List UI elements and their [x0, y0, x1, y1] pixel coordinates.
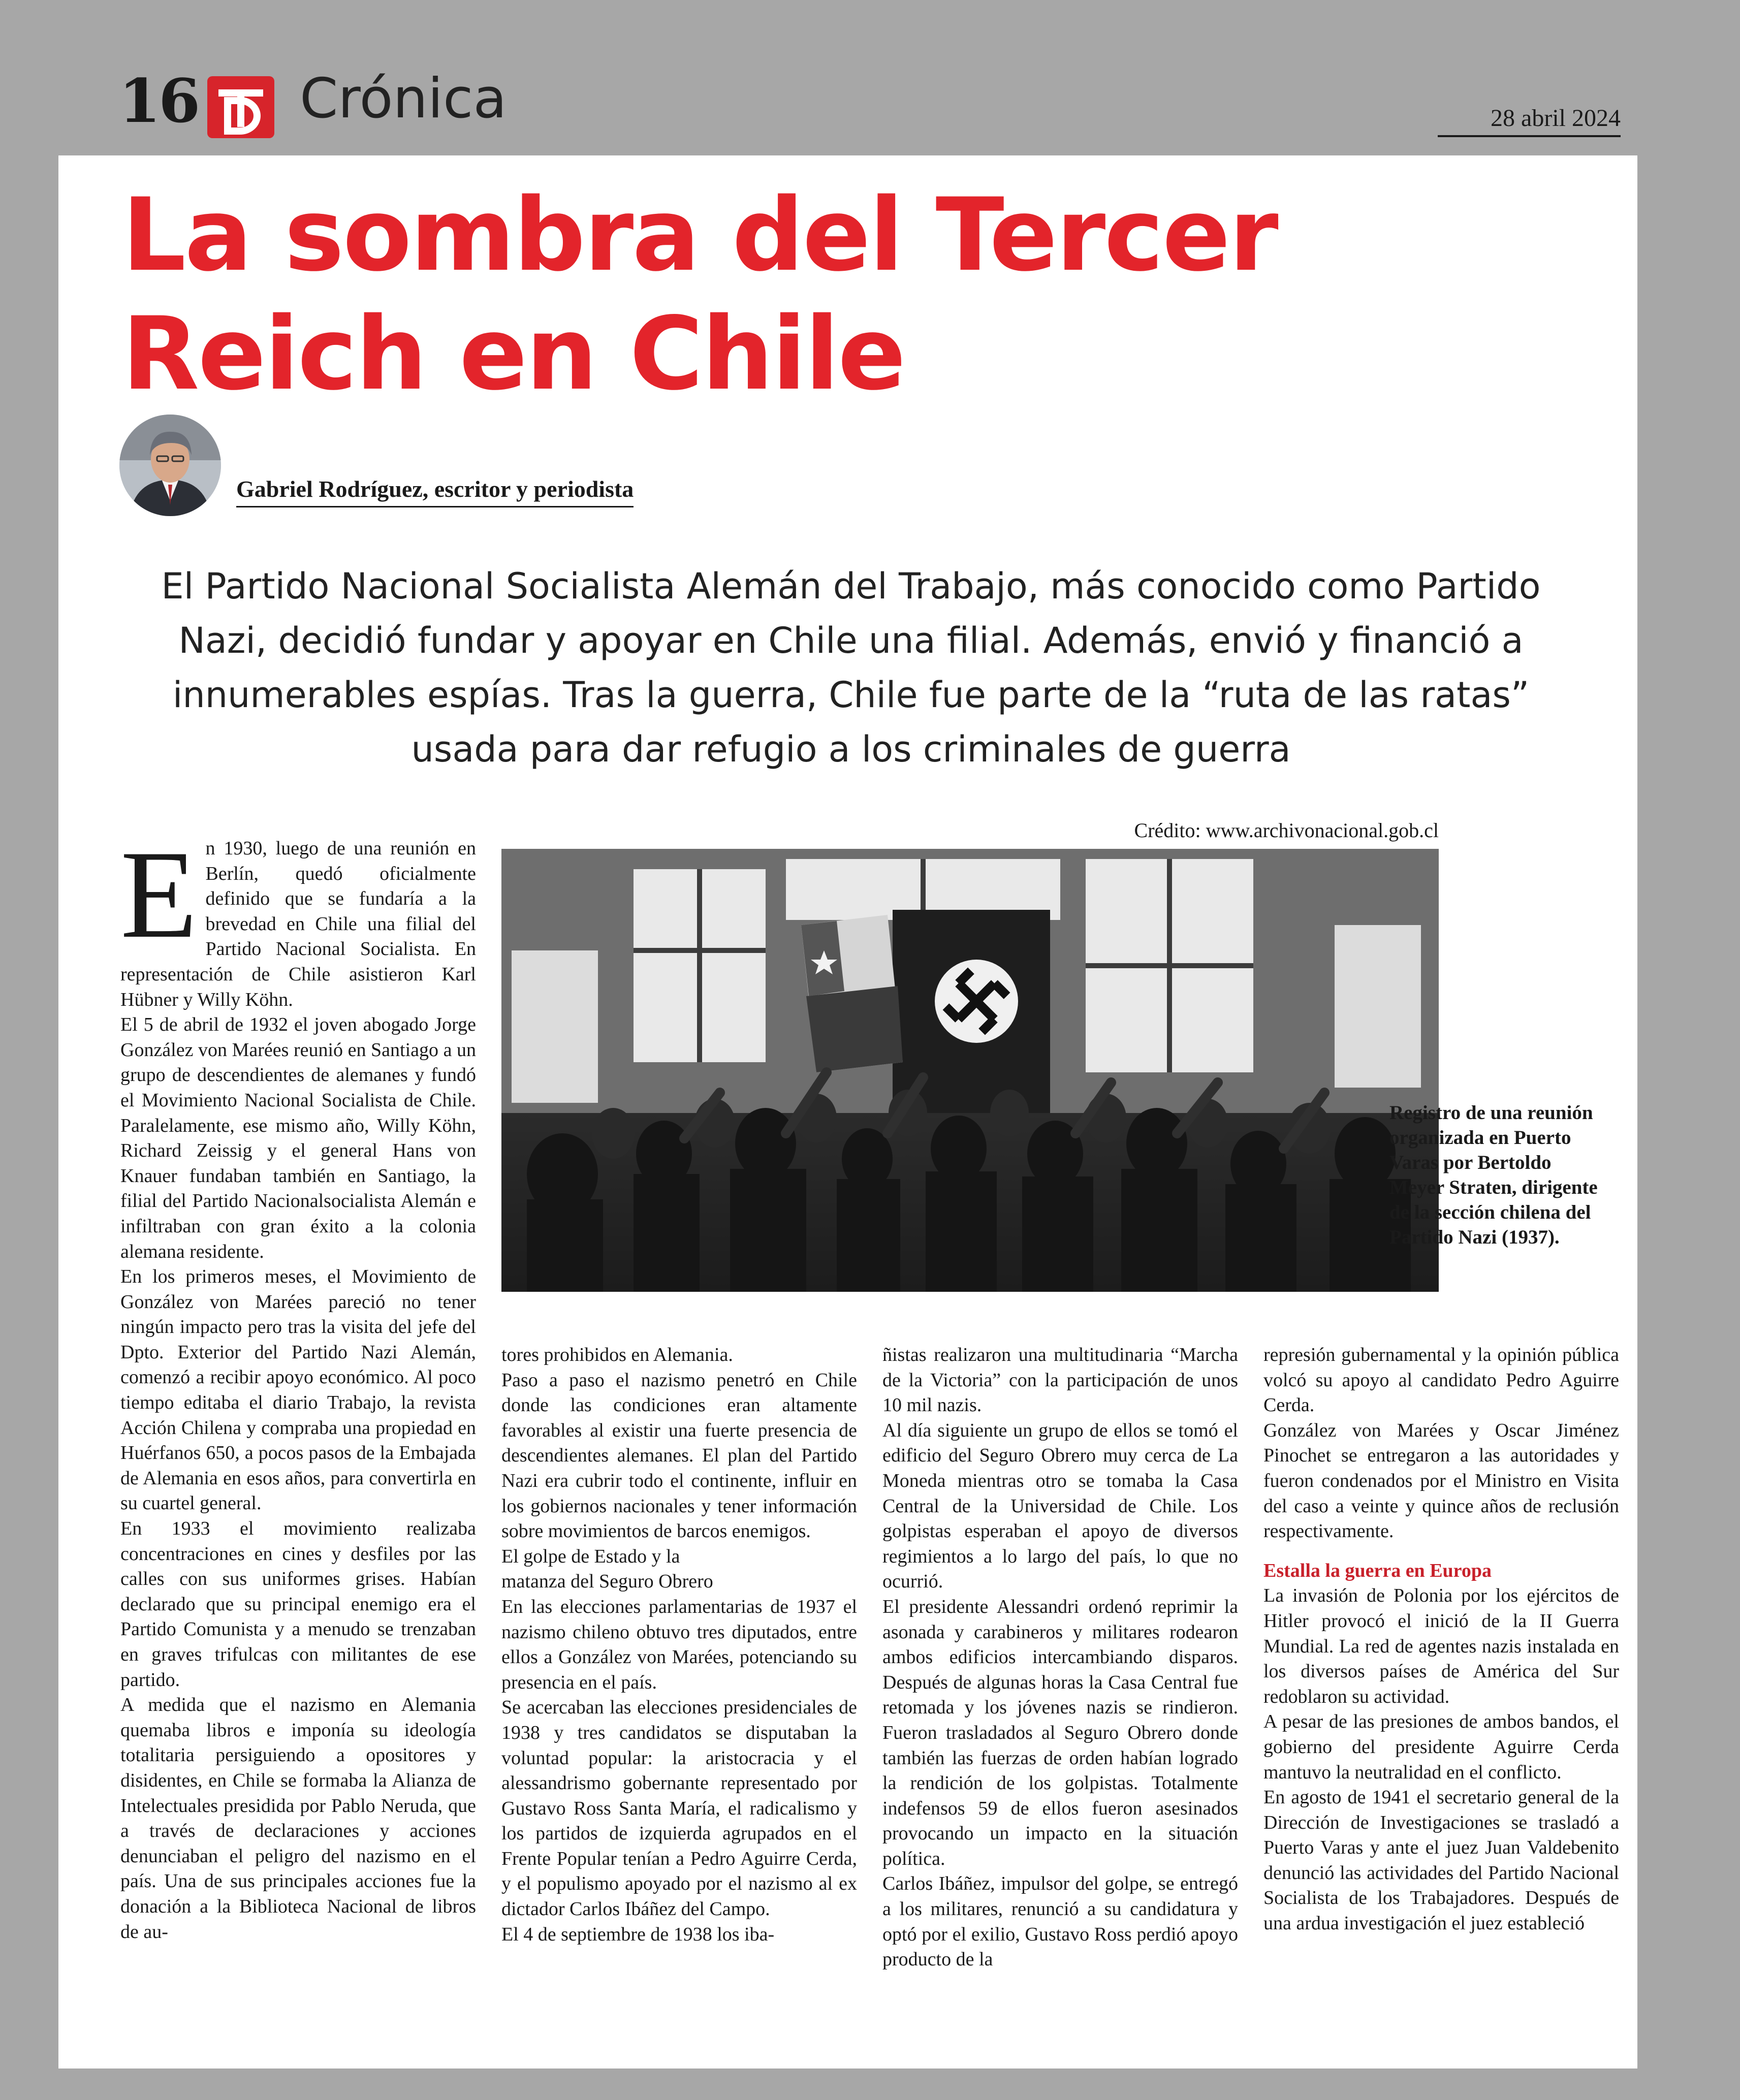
author-name: Gabriel Rodríguez — [236, 476, 423, 502]
paragraph: Al día siguiente un grupo de ellos se tomó el edificio del Seguro Obrero muy cerca de La Moneda mientras otro se tomaba la Casa Central de la Universidad de Chile. Los golpistas esperaban el apoyo de diversos regimientos a lo largo del país, lo que no ocurrió. — [882, 1419, 1238, 1593]
photo-caption: Registro de una reunión organizada en Puerto Varas por Bertoldo Meyer Straten, dirigente de la sección chilena del Partido Nazi (1937). — [1389, 1102, 1598, 1248]
paragraph: ñistas realizaron una multitudinaria “Marcha de la Victoria” con la participación de unos 10 mil nazis. — [882, 1344, 1238, 1416]
photo-credit: Crédito: www.archivonacional.gob.cl — [1134, 819, 1439, 842]
paragraph-text: n 1930, luego de una reunión en Berlín, quedó oficialmente definido que se fundaría a la brevedad en Chile una filial del Partido Nacional Socialista. En representación de Chile asistieron Karl Hübner y Willy Köhn. — [120, 838, 476, 1010]
page-number: 16 — [119, 66, 199, 136]
headline — [122, 176, 1595, 413]
paragraph: La invasión de Polonia por los ejércitos de Hitler provocó el inició de la II Guerra Mundial. La red de agentes nazis instalada en los diversos países de América del Sur redoblaron su actividad. — [1263, 1585, 1619, 1707]
paragraph: En las elecciones parlamentarias de 1937 el nazismo chileno obtuvo tres diputados, entre ellos a González von Marées, potenciando su presencia en el país. — [501, 1596, 857, 1693]
logo-mark-icon — [207, 76, 274, 138]
article-column-3 — [882, 1343, 1238, 1972]
paragraph: tores prohibidos en Alemania. — [501, 1344, 733, 1365]
paragraph: matanza del Seguro Obrero — [501, 1571, 713, 1593]
paragraph: Paso a paso el nazismo penetró en Chile donde las condiciones eran altamente favorables al existir una fuerte presencia de descendientes alemanes. El plan del Partido Nazi era cubrir todo el continente, influir en los gobiernos nacionales y tener información sobre movimientos de barcos enemigos. — [501, 1369, 857, 1542]
byline — [236, 475, 634, 502]
paragraph: A medida que el nazismo en Alemania quemaba libros e imponía su ideología totalitaria persiguiendo a opositores y disidentes, en Chile se formaba la Alianza de Intelectuales presidida por Pablo Neruda, que a través de declaraciones y acciones denunciaban el peligro del nazismo en el país. Una de sus principales acciones fue la donación a la Biblioteca Nacional de libros de au- — [120, 1694, 476, 1943]
section-subhead: Estalla la guerra en Europa — [1263, 1560, 1492, 1581]
paragraph — [120, 824, 476, 1012]
paragraph: En agosto de 1941 el secretario general de la Dirección de Investigaciones se trasladó a Puerto Varas y ante el juez Juan Valdebenito denunció las actividades del Partido Nacional Socialista de los Trabajadores. Después de una ardua investigación el juez estableció — [1263, 1787, 1619, 1934]
paragraph: El presidente Alessandri ordenó reprimir la asonada y carabineros y militares rodearon ambos edificios intercambiando disparos. Después de algunas horas la Casa Central fue retomada y los jóvenes nazis se rindieron. Fueron trasladados al Seguro Obrero donde también las fuerzas de orden habían logrado la rendición de los golpistas. Totalmente indefensos 59 de ellos fueron asesinados provocando un impacto en la situación política. — [882, 1596, 1238, 1869]
paragraph: Carlos Ibáñez, impulsor del golpe, se entregó a los militares, renunció a su candidatura y optó por el exilio, Gustavo Ross perdió apoyo producto de la — [882, 1873, 1238, 1970]
article-column-4 — [1263, 1343, 1619, 1936]
article-deck: El Partido Nacional Socialista Alemán del Trabajo, más conocido como Partido Nazi, decidió fundar y apoyar en Chile una filial. Además, envió y financió a innumerables espías. Tras la guerra, Chile fue parte de la “ruta de las ratas” usada para dar refugio a los criminales de guerra — [161, 565, 1541, 770]
nazi-meeting-photo-icon — [501, 849, 1439, 1292]
author-portrait-icon — [119, 415, 221, 516]
author-role: , escritor y periodista — [422, 476, 634, 502]
paragraph: González von Marées y Oscar Jiménez Pinochet se entregaron a las autoridades y fueron condenados por el Ministro en Visita del caso a veinte y quince años de reclusión respectivamente. — [1263, 1419, 1619, 1542]
article-column-2 — [501, 1343, 857, 1947]
paragraph: Se acercaban las elecciones presidenciales de 1938 y tres candidatos se disputaban la voluntad popular: la aristocracia y el alessandrismo gobernante representado por Gustavo Ross Santa María, el radicalismo y los partidos de izquierda agrupados en el Frente Popular tenían a Pedro Aguirre Cerda, y el populismo apoyado por el nazismo al ex dictador Carlos Ibáñez del Campo. — [501, 1697, 857, 1920]
paragraph: El golpe de Estado y la — [501, 1545, 680, 1567]
paragraph: A pesar de las presiones de ambos bandos, el gobierno del presidente Aguirre Cerda mantuvo la neutralidad en el conflicto. — [1263, 1711, 1619, 1783]
headline-line-1: La sombra del Tercer — [122, 176, 1277, 294]
author-avatar — [119, 415, 221, 516]
paragraph: En 1933 el movimiento realizaba concentraciones en cines y desfiles por las calles con sus uniformes grises. Habían declarado que su principal enemigo era el Partido Comunista y a menudo se trenzaban en graves trifulcas con militantes de ese partido. — [120, 1518, 476, 1691]
article-sheet — [58, 155, 1637, 2069]
paragraph: El 5 de abril de 1932 el joven abogado Jorge González von Marées reunió en Santiago a un grupo de descendientes de alemanes y fundó el Movimiento Nacional Socialista de Chile. Paralelamente, ese mismo año, Willy Köhn, Richard Zeissig y el general Hans von Knauer fundaban también en Santiago, la filial del Partido Nacionalsocialista Alemán e infiltraban con gran éxito a la colonia alemana residente. — [120, 1014, 476, 1262]
paragraph: El 4 de septiembre de 1938 los iba- — [501, 1923, 775, 1945]
drop-cap: E — [120, 824, 198, 964]
paragraph: En los primeros meses, el Movimiento de González von Marées pareció no tener ningún impacto pero tras la visita del jefe del Dpto. Exterior del Partido Nazi Alemán, comenzó a recibir apoyo económico. Al poco tiempo editaba el diario Trabajo, la revista Acción Chilena y compraba una propiedad en Huérfanos 650, a pocos pasos de la Embajada de Alemania en esos años, para convertirla en su cuartel general. — [120, 1266, 476, 1514]
paragraph: represión gubernamental y la opinión pública volcó su apoyo al candidato Pedro Aguirre Cerda. — [1263, 1344, 1619, 1416]
article-photo — [501, 849, 1439, 1292]
headline-line-2: Reich en Chile — [122, 295, 905, 412]
newspaper-logo — [207, 76, 274, 138]
article-column-1 — [120, 824, 476, 1945]
section-title: Crónica — [300, 67, 507, 131]
issue-date: 28 abril 2024 — [1438, 104, 1621, 137]
